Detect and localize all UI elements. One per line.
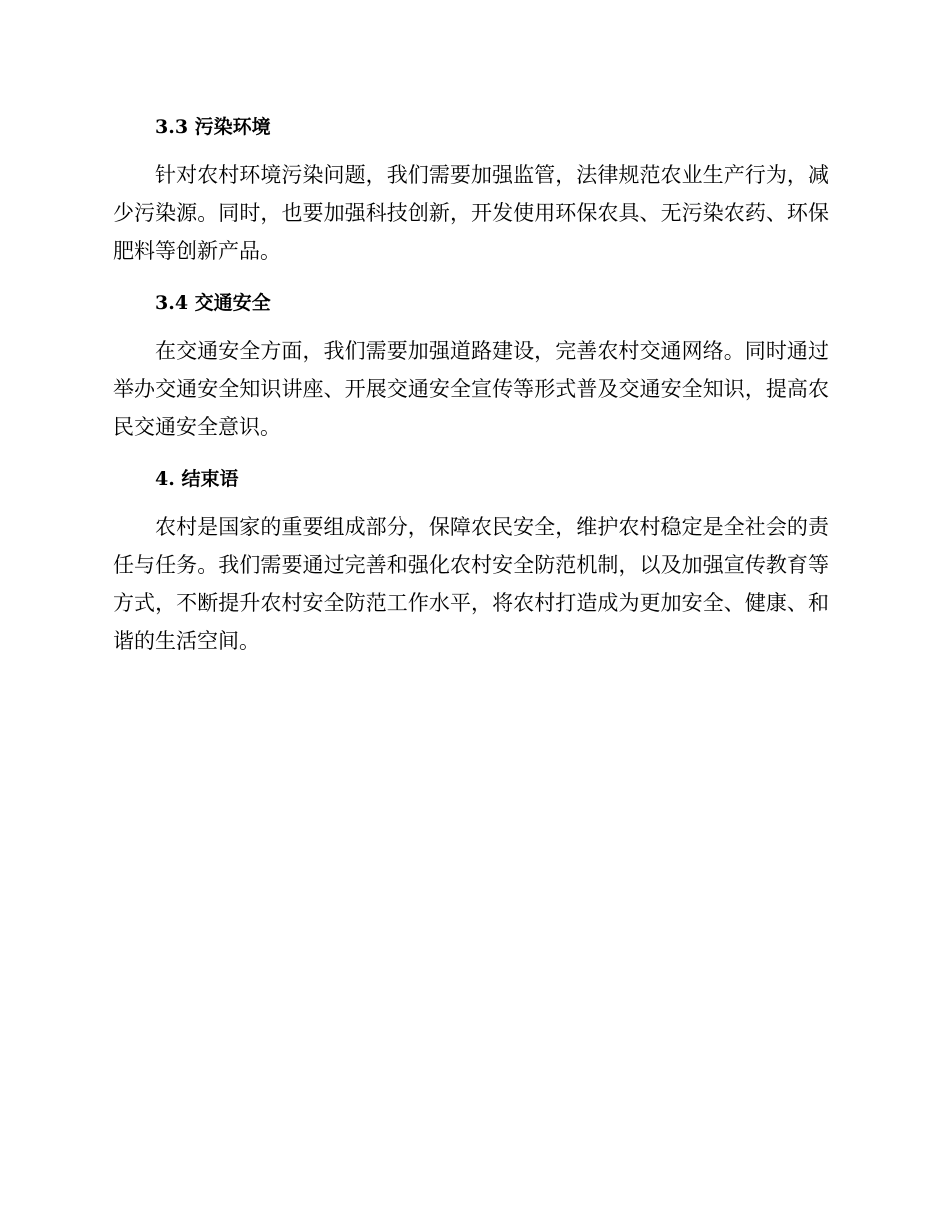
section-conclusion [113, 462, 829, 660]
section-traffic-safety [113, 286, 829, 446]
section-pollution [113, 110, 829, 270]
section-heading: 3.4 交通安全 [155, 292, 271, 314]
document-body [113, 110, 829, 660]
section-heading: 4. 结束语 [155, 468, 239, 490]
section-paragraph: 农村是国家的重要组成部分，保障农民安全，维护农村稳定是全社会的责任与任务。我们需要通过完善和强化农村安全防范机制，以及加强宣传教育等方式，不断提升农村安全防范工作水平，将农村打造成为更加安全、健康、和谐的生活空间。 [113, 515, 829, 653]
section-heading: 3.3 污染环境 [155, 116, 271, 138]
section-paragraph: 针对农村环境污染问题，我们需要加强监管，法律规范农业生产行为，减少污染源。同时，也要加强科技创新，开发使用环保农具、无污染农药、环保肥料等创新产品。 [113, 163, 829, 263]
section-paragraph: 在交通安全方面，我们需要加强道路建设，完善农村交通网络。同时通过举办交通安全知识讲座、开展交通安全宣传等形式普及交通安全知识，提高农民交通安全意识。 [113, 339, 829, 439]
